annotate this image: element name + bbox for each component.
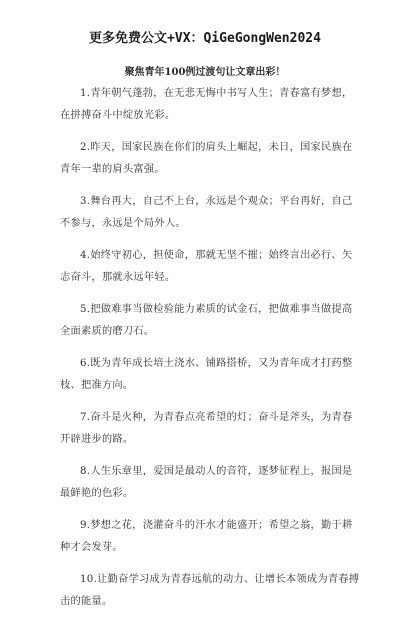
list-item: 5.把做难事当做检验能力素质的试金石，把做难事当做提高全面素质的磨刀石。 bbox=[60, 304, 353, 337]
list-item: 4.始终守初心，担使命，那就无坚不摧；始终言出必行、矢志奋斗，那就永远年轻。 bbox=[60, 250, 353, 283]
item-list bbox=[60, 83, 360, 623]
list-item: 3.舞台再大，自己不上台，永远是个观众；平台再好，自己不参与，永远是个局外人。 bbox=[60, 196, 353, 229]
list-item: 2.昨天，国家民族在你们的肩头上崛起，未日，国家民族在青年一辈的肩头富强。 bbox=[60, 142, 353, 175]
list-item: 1.青年朝气蓬勃，在无悲无悔中书写人生；青春富有梦想，在拼搏奋斗中绽放光彩。 bbox=[60, 88, 353, 121]
document-title: 聚焦青年100例过渡句让文章出彩！ bbox=[124, 67, 286, 78]
list-item: 8.人生乐章里，爱国是最动人的音符，逐梦征程上，报国是最鲜艳的色彩。 bbox=[60, 466, 353, 499]
list-item: 9.梦想之花，浇灌奋斗的汗水才能盛开；希望之翁，勤于耕种才会发芽。 bbox=[60, 520, 353, 553]
watermark-header: 更多免费公文+VX：QiGeGongWen2024 bbox=[89, 31, 321, 46]
list-item: 10.让勤奋学习成为青春远航的动力、让增长本领成为青春搏击的能量。 bbox=[60, 574, 360, 607]
list-item: 6.既为青年成长培土浇水、铺路搭桥，又为青年成才打药整枝、把准方向。 bbox=[60, 358, 353, 391]
list-item: 7.奋斗是火种，为青春点亮希望的灯；奋斗是斧头，为青春开辟进步的路。 bbox=[60, 412, 353, 445]
